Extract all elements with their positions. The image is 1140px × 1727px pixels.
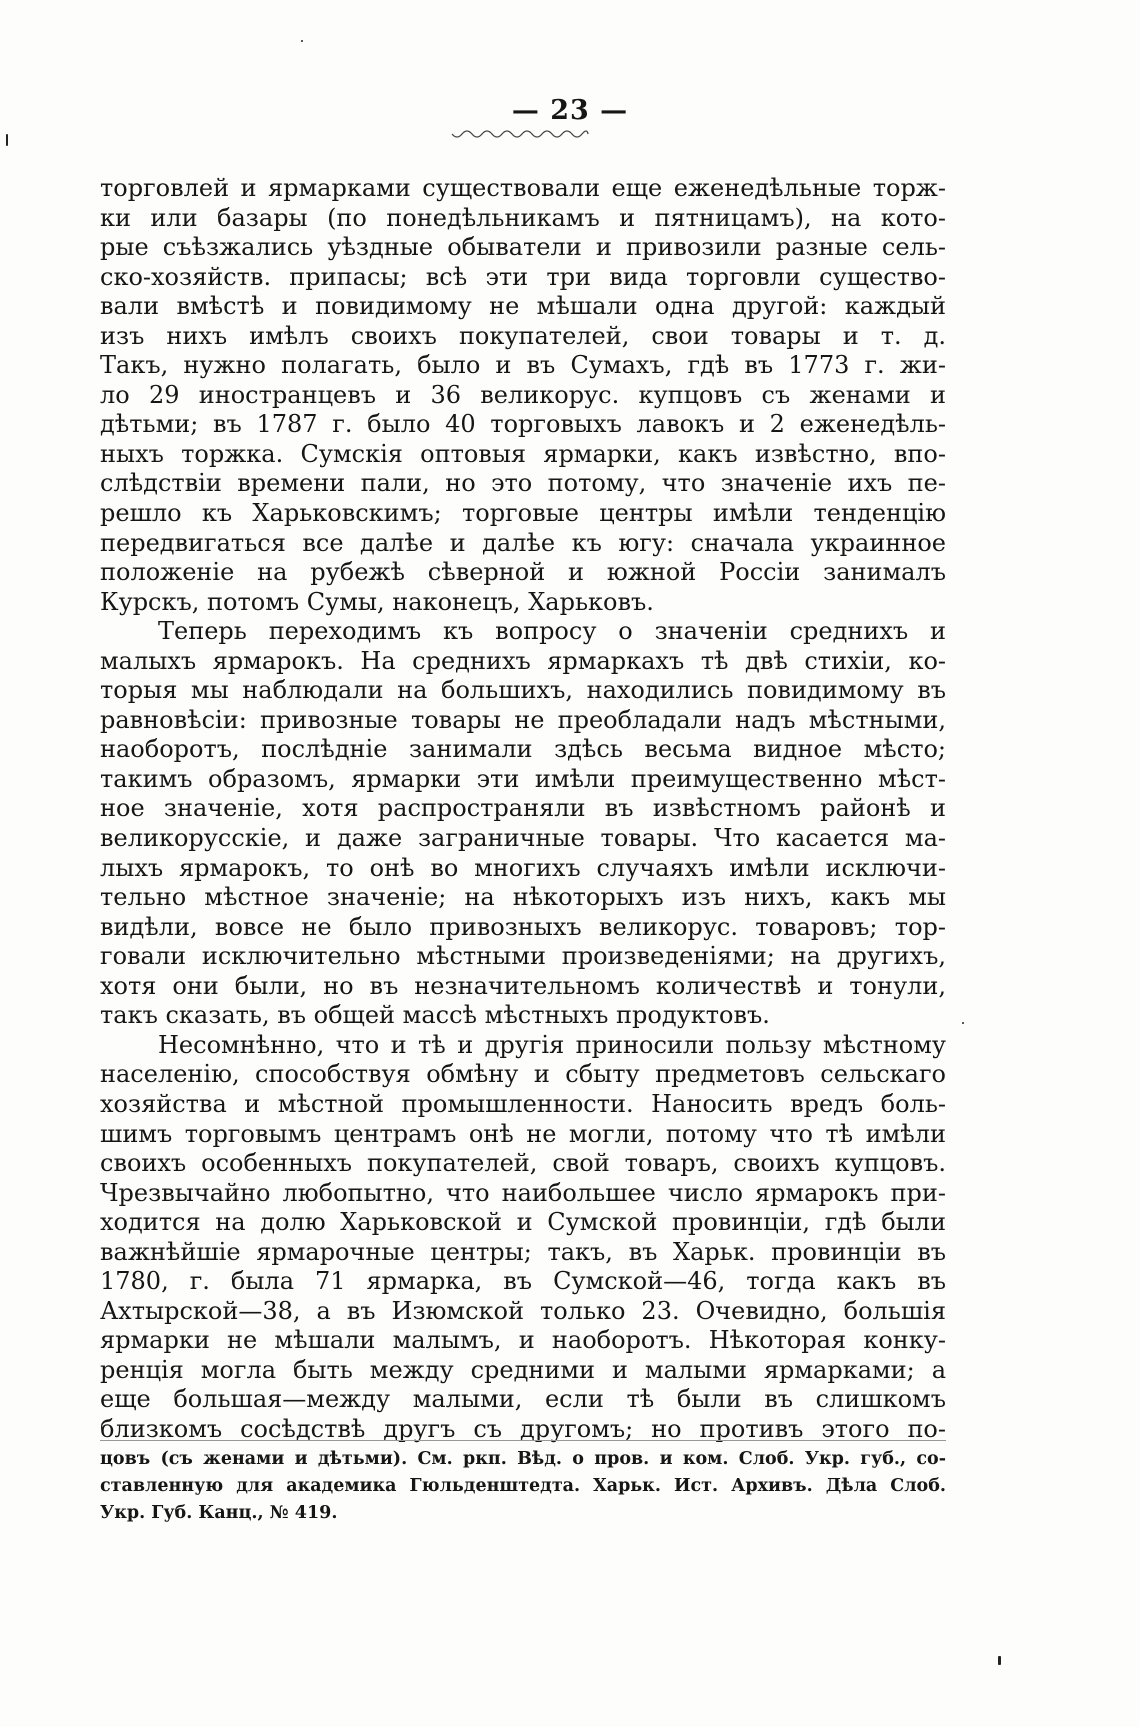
text-line: наоборотъ, послѣдніе занимали здѣсь весьма видное мѣсто; — [100, 735, 946, 764]
text-line: ныхъ торжка. Сумскія оптовыя ярмарки, какъ извѣстно, впо- — [100, 439, 946, 468]
margin-speck — [962, 1022, 964, 1024]
text-line: ходится на долю Харьковской и Сумской провинціи, гдѣ были — [100, 1208, 946, 1237]
text-line: изъ нихъ имѣлъ своихъ покупателей, свои товары и т. д. — [100, 321, 946, 350]
footnote-divider — [100, 1440, 946, 1441]
text-line: ренція могла быть между средними и малыми ярмарками; а — [100, 1355, 946, 1384]
text-line: Чрезвычайно любопытно, что наибольшее число ярмарокъ при- — [100, 1178, 946, 1207]
text-line: шимъ торговымъ центрамъ онѣ не могли, потому что тѣ имѣли — [100, 1119, 946, 1148]
text-line: Курскъ, потомъ Сумы, наконецъ, Харьковъ. — [100, 587, 654, 616]
text-line: видѣли, вовсе не было привозныхъ великорус. товаровъ; тор- — [100, 912, 946, 941]
text-line: такъ сказать, въ общей массѣ мѣстныхъ продуктовъ. — [100, 1001, 770, 1030]
text-line: рые съѣзжались уѣздные обыватели и привозили разные сель- — [100, 233, 946, 262]
footnote-line: Укр. Губ. Канц., № 419. — [100, 1503, 338, 1523]
page-number: — 23 — — [511, 95, 629, 126]
text-line: ки или базары (по понедѣльникамъ и пятницамъ), на кото- — [100, 203, 946, 232]
text-line: торыя мы наблюдали на большихъ, находились повидимому въ — [100, 676, 946, 705]
text-line: равновѣсіи: привозные товары не преобладали надъ мѣстными, — [100, 705, 946, 734]
text-line: своихъ особенныхъ покупателей, свой товаръ, своихъ купцовъ. — [100, 1149, 946, 1178]
wavy-ornament — [450, 128, 590, 142]
text-line: Теперь переходимъ къ вопросу о значеніи среднихъ и — [158, 617, 946, 646]
footnote-line: ставленную для академика Гюльденштедта. Харьк. Ист. Архивъ. Дѣла Слоб. — [100, 1476, 946, 1496]
text-line: важнѣйшіе ярмарочные центры; такъ, въ Харьк. провинціи въ — [100, 1237, 946, 1266]
body-text — [100, 174, 946, 1445]
footnote-line: цовъ (съ женами и дѣтьми). См. ркп. Вѣд. о пров. и ком. Слоб. Укр. губ., со- — [100, 1449, 946, 1469]
text-line: решло къ Харьковскимъ; торговые центры имѣли тенденцію — [100, 499, 946, 528]
text-line: лыхъ ярмарокъ, то онѣ во многихъ случаяхъ имѣли исключи- — [100, 853, 946, 882]
text-line: слѣдствіи времени пали, но это потому, что значеніе ихъ пе- — [100, 469, 946, 498]
text-line: Несомнѣнно, что и тѣ и другія приносили пользу мѣстному — [158, 1030, 946, 1059]
text-line: передвигаться все далѣе и далѣе къ югу: сначала украинное — [100, 528, 946, 557]
text-line: такимъ образомъ, ярмарки эти имѣли преимущественно мѣст- — [100, 764, 946, 793]
text-line: ярмарки не мѣшали малымъ, и наоборотъ. Нѣкоторая конку- — [100, 1326, 946, 1355]
text-line: ное значеніе, хотя распространяли въ извѣстномъ районѣ и — [100, 794, 946, 823]
text-line: тельно мѣстное значеніе; на нѣкоторыхъ изъ нихъ, какъ мы — [100, 883, 946, 912]
text-line: малыхъ ярмарокъ. На среднихъ ярмаркахъ тѣ двѣ стихіи, ко- — [100, 646, 946, 675]
text-line: торговлей и ярмарками существовали еще еженедѣльные торж- — [100, 174, 946, 202]
margin-speck — [301, 40, 303, 42]
margin-speck — [998, 1656, 1001, 1665]
text-line: Ахтырской—38, а въ Изюмской только 23. Очевидно, большія — [100, 1296, 946, 1325]
text-line: ско-хозяйств. припасы; всѣ эти три вида торговли существо- — [100, 262, 946, 291]
text-line: великорусскіе, и даже заграничные товары. Что касается ма- — [100, 824, 946, 853]
text-line: близкомъ сосѣдствѣ другъ съ другомъ; но противъ этого по- — [100, 1414, 946, 1443]
text-line: положеніе на рубежѣ сѣверной и южной Россіи занималъ — [100, 558, 946, 587]
text-line: 1780, г. была 71 ярмарка, въ Сумской—46, тогда какъ въ — [100, 1267, 946, 1296]
text-line: Такъ, нужно полагать, было и въ Сумахъ, гдѣ въ 1773 г. жи- — [100, 351, 946, 380]
text-line: говали исключительно мѣстными произведеніями; на другихъ, — [100, 942, 946, 971]
text-line: еще большая—между малыми, если тѣ были въ слишкомъ — [100, 1385, 946, 1414]
footnote — [100, 1446, 946, 1527]
text-line: населенію, способствуя обмѣну и сбыту предметовъ сельскаго — [100, 1060, 946, 1089]
text-line: дѣтьми; въ 1787 г. было 40 торговыхъ лавокъ и 2 еженедѣль- — [100, 410, 946, 439]
text-line: ло 29 иностранцевъ и 36 великорус. купцовъ съ женами и — [100, 380, 946, 409]
text-line: хозяйства и мѣстной промышленности. Наносить вредъ боль- — [100, 1089, 946, 1118]
text-line: вали вмѣстѣ и повидимому не мѣшали одна другой: каждый — [100, 292, 946, 321]
margin-speck — [6, 134, 8, 146]
text-line: хотя они были, но въ незначительномъ количествѣ и тонули, — [100, 971, 946, 1000]
